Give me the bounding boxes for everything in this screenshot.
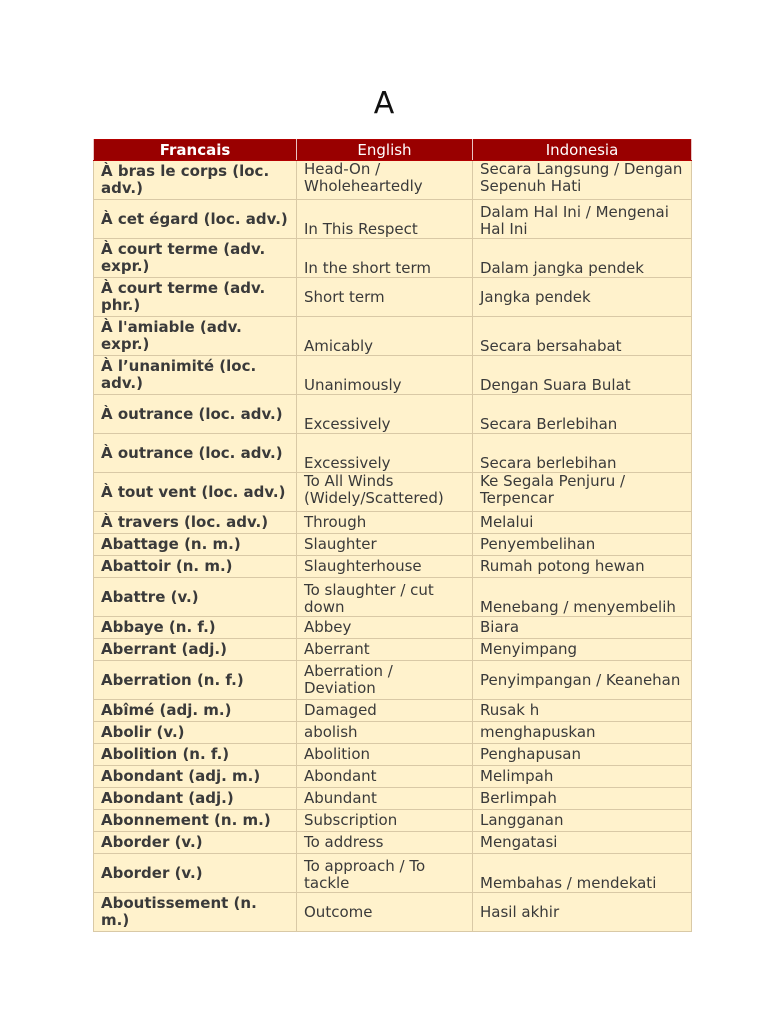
cell-english: Unanimously [297, 356, 473, 395]
table-row [94, 578, 692, 617]
cell-indonesia: Secara Langsung / Dengan Sepenuh Hati [473, 161, 692, 200]
cell-francais: Abîmé (adj. m.) [94, 700, 297, 722]
cell-indonesia: Penghapusan [473, 744, 692, 766]
cell-francais: Aborder (v.) [94, 832, 297, 854]
cell-francais: À outrance (loc. adv.) [94, 434, 297, 473]
cell-francais: Aborder (v.) [94, 854, 297, 893]
cell-indonesia: Mengatasi [473, 832, 692, 854]
column-header-francais: Francais [94, 140, 297, 161]
table-row [94, 512, 692, 534]
cell-english: Abolition [297, 744, 473, 766]
cell-indonesia: Berlimpah [473, 788, 692, 810]
cell-francais: À tout vent (loc. adv.) [94, 473, 297, 512]
cell-indonesia: Langganan [473, 810, 692, 832]
cell-francais: Abattage (n. m.) [94, 534, 297, 556]
cell-indonesia: Ke Segala Penjuru / Terpencar [473, 473, 692, 512]
cell-francais: Abolir (v.) [94, 722, 297, 744]
cell-english: Aberrant [297, 639, 473, 661]
table-row [94, 617, 692, 639]
cell-francais: Abattre (v.) [94, 578, 297, 617]
table-row [94, 556, 692, 578]
table-row [94, 278, 692, 317]
cell-francais: Abbaye (n. f.) [94, 617, 297, 639]
cell-indonesia: Membahas / mendekati [473, 854, 692, 893]
cell-english: Excessively [297, 395, 473, 434]
column-header-english: English [297, 140, 473, 161]
table-row [94, 854, 692, 893]
cell-indonesia: Rumah potong hewan [473, 556, 692, 578]
table-row [94, 810, 692, 832]
cell-english: To address [297, 832, 473, 854]
cell-english: Slaughterhouse [297, 556, 473, 578]
cell-indonesia: Hasil akhir [473, 893, 692, 932]
cell-francais: À cet égard (loc. adv.) [94, 200, 297, 239]
cell-indonesia: Penyembelihan [473, 534, 692, 556]
cell-indonesia: Menyimpang [473, 639, 692, 661]
table-row [94, 700, 692, 722]
cell-indonesia: Jangka pendek [473, 278, 692, 317]
table-row [94, 473, 692, 512]
cell-francais: À travers (loc. adv.) [94, 512, 297, 534]
cell-francais: Abattoir (n. m.) [94, 556, 297, 578]
cell-english: To slaughter / cut down [297, 578, 473, 617]
cell-english: abolish [297, 722, 473, 744]
table-row [94, 893, 692, 932]
cell-indonesia: Biara [473, 617, 692, 639]
cell-english: Head-On / Wholeheartedly [297, 161, 473, 200]
cell-english: Abondant [297, 766, 473, 788]
vocabulary-table [93, 139, 692, 932]
cell-francais: Abondant (adj.) [94, 788, 297, 810]
cell-english: To approach / To tackle [297, 854, 473, 893]
cell-english: Short term [297, 278, 473, 317]
cell-francais: Abonnement (n. m.) [94, 810, 297, 832]
cell-english: Excessively [297, 434, 473, 473]
cell-francais: À court terme (adv. expr.) [94, 239, 297, 278]
cell-english: Aberration / Deviation [297, 661, 473, 700]
table-row [94, 722, 692, 744]
cell-english: Subscription [297, 810, 473, 832]
table-row [94, 639, 692, 661]
cell-indonesia: Secara bersahabat [473, 317, 692, 356]
table-row [94, 161, 692, 200]
cell-indonesia: Rusak h [473, 700, 692, 722]
table-row [94, 788, 692, 810]
cell-francais: À bras le corps (loc. adv.) [94, 161, 297, 200]
table-row [94, 534, 692, 556]
cell-indonesia: Melalui [473, 512, 692, 534]
cell-francais: Abolition (n. f.) [94, 744, 297, 766]
cell-francais: Aberrant (adj.) [94, 639, 297, 661]
cell-indonesia: Dalam jangka pendek [473, 239, 692, 278]
cell-english: To All Winds (Widely/Scattered) [297, 473, 473, 512]
cell-english: In the short term [297, 239, 473, 278]
cell-indonesia: menghapuskan [473, 722, 692, 744]
cell-english: Outcome [297, 893, 473, 932]
cell-indonesia: Melimpah [473, 766, 692, 788]
cell-english: Amicably [297, 317, 473, 356]
cell-indonesia: Dengan Suara Bulat [473, 356, 692, 395]
cell-english: Abbey [297, 617, 473, 639]
cell-francais: À l’unanimité (loc. adv.) [94, 356, 297, 395]
cell-english: Slaughter [297, 534, 473, 556]
cell-indonesia: Secara Berlebihan [473, 395, 692, 434]
cell-francais: À outrance (loc. adv.) [94, 395, 297, 434]
cell-english: In This Respect [297, 200, 473, 239]
cell-indonesia: Secara berlebihan [473, 434, 692, 473]
table-row [94, 661, 692, 700]
cell-indonesia: Dalam Hal Ini / Mengenai Hal Ini [473, 200, 692, 239]
table-row [94, 356, 692, 395]
cell-english: Through [297, 512, 473, 534]
cell-francais: Aboutissement (n. m.) [94, 893, 297, 932]
page-section-letter: A [373, 86, 395, 121]
table-row [94, 317, 692, 356]
table-row [94, 744, 692, 766]
table-row [94, 766, 692, 788]
cell-francais: Aberration (n. f.) [94, 661, 297, 700]
cell-francais: À l'amiable (adv. expr.) [94, 317, 297, 356]
table-row [94, 395, 692, 434]
cell-indonesia: Menebang / menyembelih [473, 578, 692, 617]
cell-indonesia: Penyimpangan / Keanehan [473, 661, 692, 700]
column-header-indonesia: Indonesia [473, 140, 692, 161]
table-row [94, 239, 692, 278]
table-header-row [94, 140, 692, 161]
cell-english: Abundant [297, 788, 473, 810]
cell-francais: À court terme (adv. phr.) [94, 278, 297, 317]
table-row [94, 832, 692, 854]
cell-english: Damaged [297, 700, 473, 722]
table-row [94, 434, 692, 473]
table-row [94, 200, 692, 239]
cell-francais: Abondant (adj. m.) [94, 766, 297, 788]
